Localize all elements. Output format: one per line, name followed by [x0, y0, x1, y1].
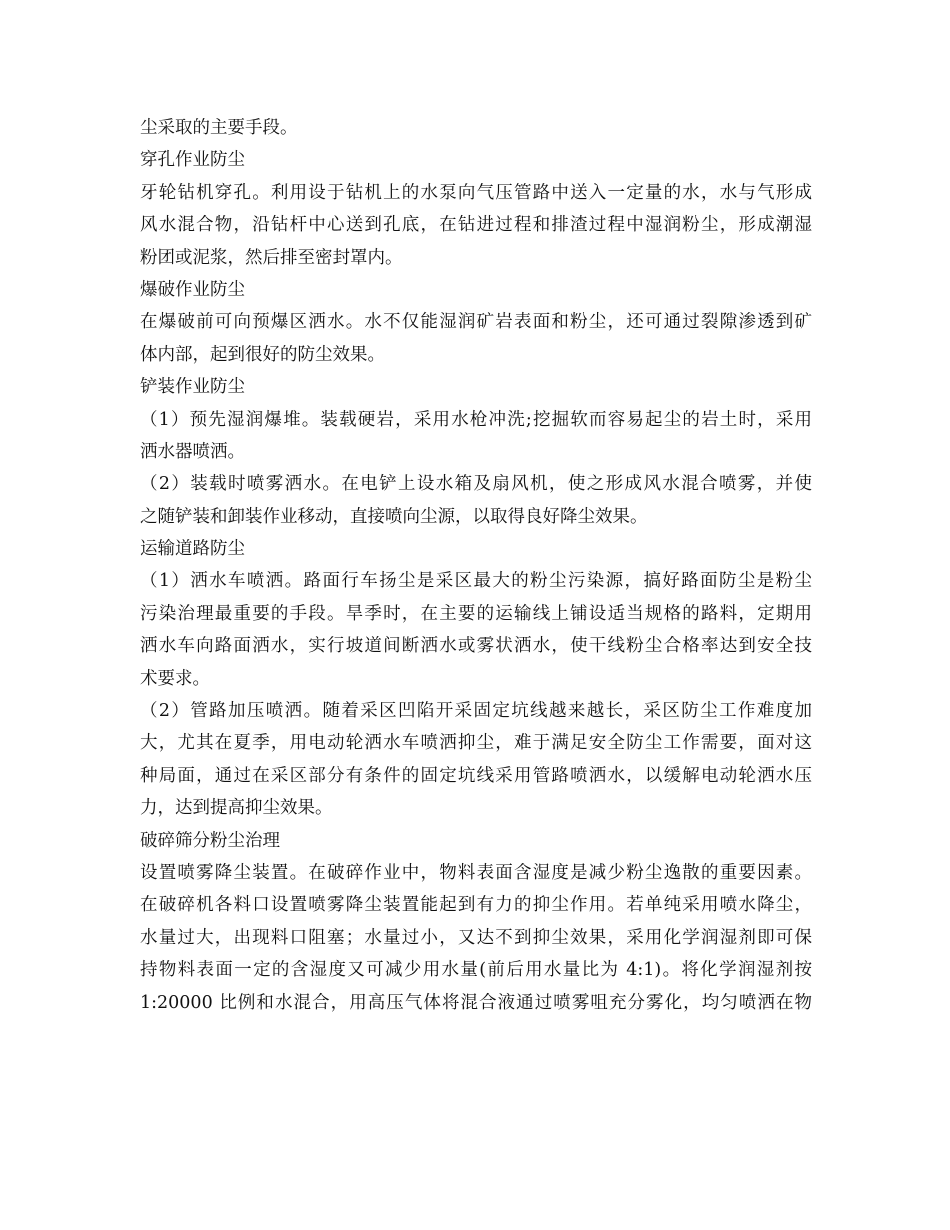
paragraph-line: 体内部，起到很好的防尘效果。 [140, 344, 385, 365]
paragraph-line: （2）装载时喷雾洒水。在电铲上设水箱及扇风机，使之形成风水混合喷雾，并使 [140, 474, 812, 495]
section-heading [140, 533, 812, 565]
paragraph-line: （2）管路加压喷洒。随着采区凹陷开采固定坑线越来越长，采区防尘工作难度加 [140, 701, 812, 722]
heading-text: 铲装作业防尘 [140, 377, 245, 398]
paragraph-line: 牙轮钻机穿孔。利用设于钻机上的水泵向气压管路中送入一定量的水，水与气形成 [140, 182, 812, 203]
paragraph [140, 112, 812, 144]
paragraph-line: 持物料表面一定的含湿度又可减少用水量(前后用水量比为 4:1)。将化学润湿剂按 [140, 960, 812, 981]
document-page [140, 112, 812, 1019]
paragraph-line: 种局面，通过在采区部分有条件的固定坑线采用管路喷洒水，以缓解电动轮洒水压 [140, 765, 812, 786]
paragraph-line: 在爆破前可向预爆区洒水。水不仅能湿润矿岩表面和粉尘，还可通过裂隙渗透到矿 [140, 312, 812, 333]
heading-text: 破碎筛分粉尘治理 [140, 830, 280, 851]
heading-text: 爆破作业防尘 [140, 279, 245, 300]
paragraph [140, 177, 812, 274]
paragraph-line: （1）洒水车喷洒。路面行车扬尘是采区最大的粉尘污染源，搞好路面防尘是粉尘 [140, 571, 812, 592]
section-heading [140, 825, 812, 857]
paragraph [140, 857, 812, 1019]
paragraph-line: 尘采取的主要手段。 [140, 118, 298, 138]
paragraph [140, 695, 812, 825]
section-heading [140, 144, 812, 176]
paragraph-line: 在破碎机各料口设置喷雾降尘装置能起到有力的抑尘作用。若单纯采用喷水降尘， [140, 895, 812, 916]
paragraph-line: 1:20000 比例和水混合，用高压气体将混合液通过喷雾咀充分雾化，均匀喷洒在物 [140, 992, 812, 1013]
paragraph-line: 设置喷雾降尘装置。在破碎作业中，物料表面含湿度是减少粉尘逸散的重要因素。 [140, 862, 812, 883]
paragraph-line: 术要求。 [140, 668, 210, 689]
document-body [140, 112, 812, 1019]
paragraph-line: 水量过大，出现料口阻塞；水量过小，又达不到抑尘效果，采用化学润湿剂即可保 [140, 927, 812, 948]
paragraph [140, 306, 812, 371]
section-heading [140, 274, 812, 306]
heading-text: 穿孔作业防尘 [140, 150, 245, 171]
paragraph [140, 468, 812, 533]
paragraph-line: 力，达到提高抑尘效果。 [140, 798, 333, 819]
section-heading [140, 371, 812, 403]
paragraph-line: （1）预先湿润爆堆。装载硬岩，采用水枪冲洗;挖掘软而容易起尘的岩土时，采用 [140, 409, 812, 430]
paragraph-line: 粉团或泥浆，然后排至密封罩内。 [140, 247, 403, 268]
paragraph-line: 污染治理最重要的手段。旱季时，在主要的运输线上铺设适当规格的路料，定期用 [140, 603, 812, 624]
paragraph [140, 404, 812, 469]
paragraph-line: 大，尤其在夏季，用电动轮洒水车喷洒抑尘，难于满足安全防尘工作需要，面对这 [140, 733, 812, 754]
heading-text: 运输道路防尘 [140, 539, 245, 560]
paragraph-line: 之随铲装和卸装作业移动，直接喷向尘源，以取得良好降尘效果。 [140, 506, 648, 527]
paragraph-line: 洒水器喷洒。 [140, 441, 245, 462]
paragraph [140, 565, 812, 695]
paragraph-line: 洒水车向路面洒水，实行坡道间断洒水或雾状洒水，使干线粉尘合格率达到安全技 [140, 636, 812, 657]
paragraph-line: 风水混合物，沿钻杆中心送到孔底，在钻进过程和排渣过程中湿润粉尘，形成潮湿 [140, 215, 812, 236]
